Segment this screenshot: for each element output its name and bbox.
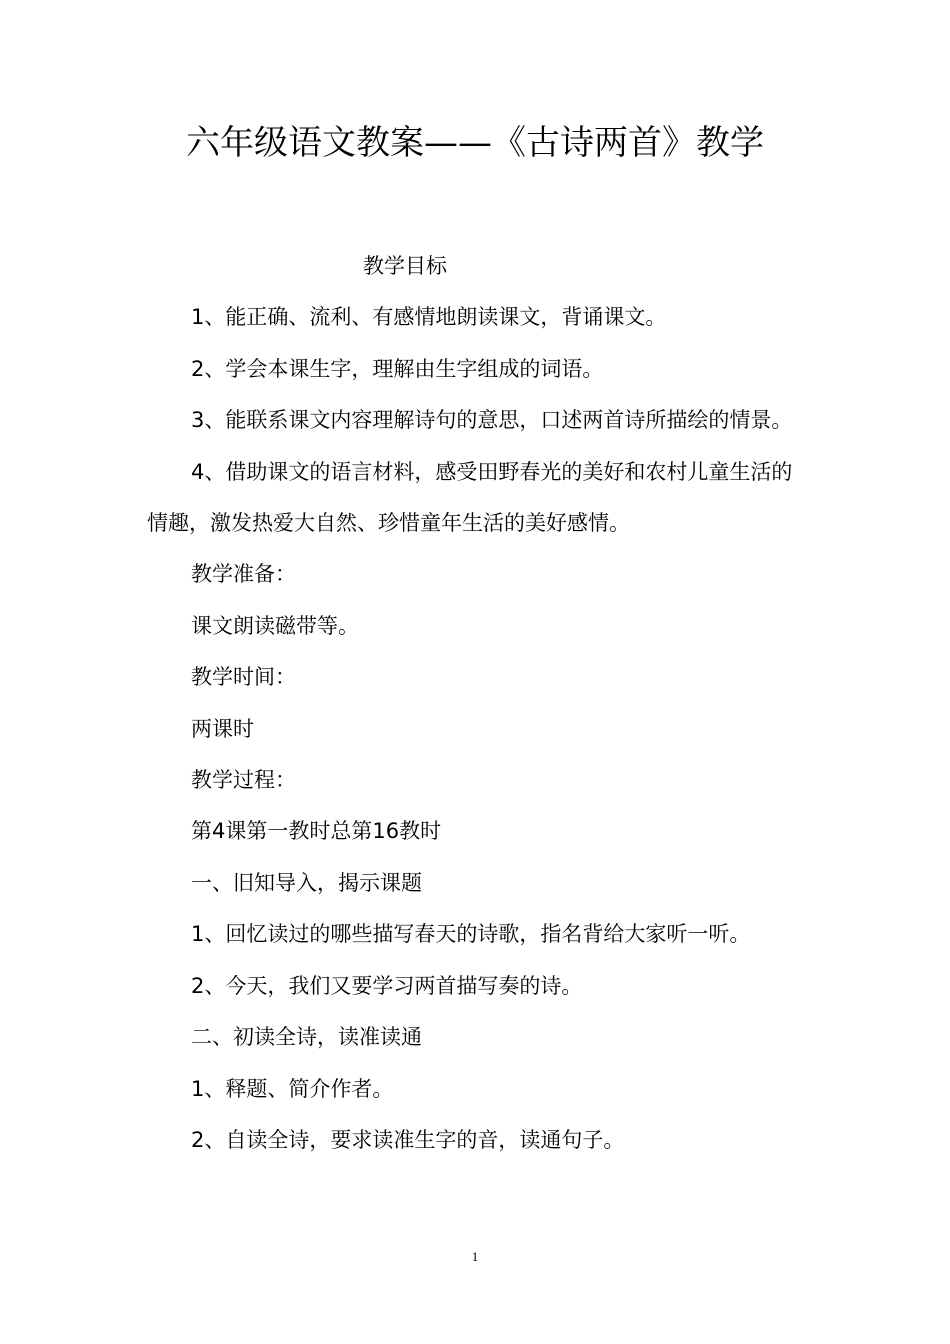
section-heading-step-2: 二、初读全诗，读准读通	[191, 1025, 422, 1050]
paragraph-objective-1: 1、能正确、流利、有感情地朗读课文，背诵课文。	[191, 305, 667, 330]
page-number: 1	[471, 1249, 479, 1264]
document-title: 六年级语文教案——《古诗两首》教学	[186, 123, 764, 163]
paragraph-lesson-info: 第4课第一教时总第16教时	[191, 819, 442, 844]
document-body	[147, 241, 807, 1166]
section-heading-step-1: 一、旧知导入，揭示课题	[191, 870, 422, 895]
paragraph-objective-2: 2、学会本课生字，理解由生字组成的词语。	[191, 356, 604, 381]
paragraph-step-2-item-1: 1、释题、简介作者。	[191, 1076, 394, 1101]
paragraph-step-1-item-1: 1、回忆读过的哪些描写春天的诗歌，指名背给大家听一听。	[191, 922, 751, 947]
paragraph-step-2-item-2: 2、自读全诗，要求读准生字的音，读通句子。	[191, 1127, 625, 1152]
section-heading-process: 教学过程：	[191, 768, 296, 793]
section-heading-objectives: 教学目标	[363, 254, 447, 278]
paragraph-objective-4: 4、借助课文的语言材料，感受田野春光的美好和农村儿童生活的情趣，激发热爱大自然、珍惜童年生活的美好感情。	[147, 459, 793, 536]
paragraph-objective-3: 3、能联系课文内容理解诗句的意思，口述两首诗所描绘的情景。	[191, 408, 793, 433]
section-heading-time: 教学时间：	[191, 665, 296, 690]
paragraph-time: 两课时	[191, 716, 254, 741]
paragraph-preparation: 课文朗读磁带等。	[191, 613, 359, 638]
paragraph-step-1-item-2: 2、今天，我们又要学习两首描写奏的诗。	[191, 973, 583, 998]
section-heading-preparation: 教学准备：	[191, 562, 296, 587]
